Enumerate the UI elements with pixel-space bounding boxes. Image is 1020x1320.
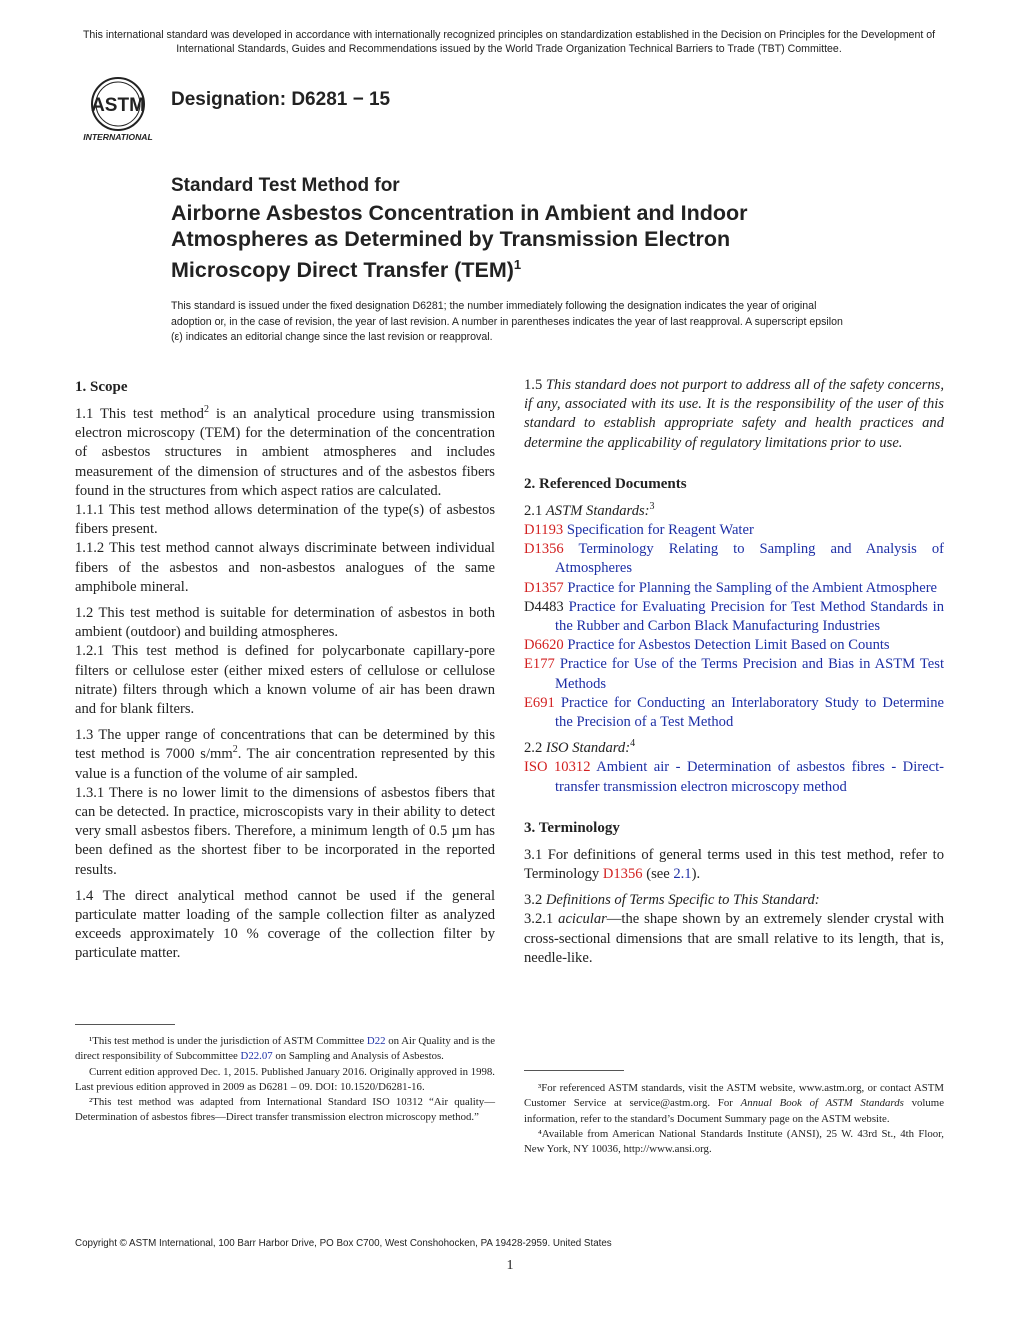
section-heading-terminology: 3. Terminology [524, 819, 620, 836]
ref-title-link[interactable]: Practice for Conducting an Interlaboratory Study to Determine the Precision of a Test Method [555, 694, 945, 731]
ref-title-link[interactable]: Specification for Reagent Water [566, 522, 754, 539]
astm-logo [75, 72, 161, 144]
paragraph-1-3-1: 1.3.1 There is no lower limit to the dimensions of asbestos fibers that can be detected. In practice, microscopists vary in their ability to detect very small asbestos fibers. Therefore, a minimum length of 0.5 µm has been defined as the shortest fiber to be incorporated in the reported results. [75, 784, 495, 878]
designation: Designation: D6281 − 15 [171, 89, 391, 110]
footnote-3: ³For referenced ASTM standards, visit the ASTM website, www.astm.org, or contact ASTM Customer Service at service@astm.org. For Annual Book of ASTM Standards volume information, refer to the standard’s Document Summary page on the ASTM website. [524, 1082, 944, 1125]
ref-title-link[interactable]: Practice for Use of the Terms Precision and Bias in ASTM Test Methods [555, 656, 945, 692]
d1356-link[interactable]: D1356 [602, 866, 643, 883]
ref-d1356[interactable] [524, 540, 944, 578]
paragraph-1-1: 1.1 This test method$^2$ is an analytical procedure using transmission electron microscopy (TEM) for the determination of the concentration of asbestos structures in ambient atmospheres and includes measurement of the dimension of structures and of the asbestos fibers found in the structures from which aspect ratios are calculated. [75, 404, 495, 499]
title-line-4: Microscopy Direct Transfer (TEM)$^1$ [171, 257, 522, 283]
ref-title-link[interactable]: Practice for Planning the Sampling of the Ambient Atmosphere [567, 579, 938, 596]
footnote-2: ²This test method was adapted from International Standard ISO 10312 “Air quality—Determination of asbestos fibres—Direct transfer transmission electron microscopy method.” [75, 1096, 495, 1124]
ref-code-link[interactable]: D1357 [524, 579, 564, 596]
ref-d6620[interactable] [524, 636, 944, 655]
page-number: 1 [506, 1258, 514, 1273]
logo-subtext: INTERNATIONAL [83, 132, 153, 142]
paragraph-1-2: 1.2 This test method is suitable for determination of asbestos in both ambient (outdoor) and building atmospheres. [75, 605, 495, 641]
paragraph-3-2-1: 3.2.1 acicular—the shape shown by an extremely slender crystal with cross-sectional dimensions that are small relative to its length, that is, needle-like. [524, 911, 944, 966]
paragraph-3-2: 3.2 Definitions of Terms Specific to This Standard: [524, 892, 820, 909]
right-column [524, 376, 944, 968]
ref-title-link[interactable]: Practice for Asbestos Detection Limit Based on Counts [567, 637, 890, 654]
section-heading-scope: 1. Scope [75, 379, 128, 395]
ref-code-link[interactable]: D1193 [524, 522, 564, 539]
ref-d1357[interactable] [524, 579, 944, 598]
paragraph-2-2: 2.2 ISO Standard:$^4$ [524, 738, 636, 757]
copyright-footer: Copyright © ASTM International, 100 Barr Harbor Drive, PO Box C700, West Conshohocken, PA 19428-2959. United States [75, 1238, 612, 1249]
ref-code-link[interactable]: ISO 10312 [524, 759, 591, 776]
title-footnote-mark: 1 [513, 257, 522, 272]
paragraph-1-2-1: 1.2.1 This test method is defined for polycarbonate capillary-pore filters or cellulose ester (either mixed esters of cellulose or cellulose nitrate) filters through which a known volume of air has been drawn and for blank filters. [75, 643, 495, 718]
footnote-1: ¹This test method is under the jurisdiction of ASTM Committee D22 on Air Quality and is the direct responsibility of Subcommittee D22.07 on Sampling and Analysis of Asbestos. [75, 1035, 496, 1063]
ref-e177[interactable] [524, 655, 944, 693]
ref-iso-10312[interactable] [524, 758, 944, 796]
paragraph-1-4: 1.4 The direct analytical method cannot be used if the general particulate matter loading of the sample collection filter as analyzed exceeds approximately 10 % coverage of the collection filter by particulate matter. [75, 887, 495, 962]
ref-d1193[interactable] [524, 521, 944, 540]
ref-code: D4483 [524, 598, 564, 615]
ref-title-link[interactable]: Terminology Relating to Sampling and Analysis of Atmospheres [555, 541, 945, 577]
ref-e691[interactable] [524, 694, 944, 732]
tbt-notice: This international standard was developed in accordance with internationally recognized principles on standardization established in the Decision on Principles for the Development of International Standards, Guides and Recommendations issued by the World Trade Organization Technical Barriers to Trade (TBT) Committee. [82, 29, 936, 55]
footnotes-left [75, 1034, 495, 1126]
footnote-1-edition: Current edition approved Dec. 1, 2015. Published January 2016. Originally approved in 1998. Last previous edition approved in 2009 as D6281 – 09. DOI: 10.1520/D6281-16. [75, 1065, 495, 1093]
paragraph-1-1-2: 1.1.2 This test method cannot always discriminate between individual fibers of the asbestos and non-asbestos analogues of the same amphibole mineral. [75, 540, 495, 595]
title-line-3: Atmospheres as Determined by Transmission Electron [171, 227, 731, 251]
document-title [171, 172, 871, 283]
paragraph-3-1: 3.1 For definitions of general terms used in this test method, refer to Terminology D1356 (see 2.1). [524, 846, 944, 883]
left-column [75, 376, 495, 964]
ref-d4483[interactable] [524, 598, 944, 636]
footnote-rule-left [75, 1024, 175, 1025]
logo-text: ASTM [91, 95, 145, 116]
d22-link[interactable]: D22 [366, 1035, 386, 1047]
ref-title-link[interactable]: Ambient air - Determination of asbestos fibres - Direct-transfer transmission electron microscopy method [555, 759, 945, 795]
paragraph-2-1: 2.1 ASTM Standards:$^3$ [524, 500, 655, 519]
footnotes-right [524, 1081, 944, 1157]
footnote-rule-right [524, 1070, 624, 1071]
section-2-1-link[interactable]: 2.1 [673, 866, 692, 883]
ref-code-link[interactable]: E177 [524, 656, 555, 673]
title-line-1: Standard Test Method for [171, 175, 400, 196]
issued-note: This standard is issued under the fixed designation D6281; the number immediately following the designation indicates the year of original adoption or, in the case of revision, the year of last revision. A number in parentheses indicates the year of last reapproval. A superscript epsilon (ε) indicates an editorial change since the last revision or reapproval. [171, 300, 843, 343]
title-line-2: Airborne Asbestos Concentration in Ambient and Indoor [171, 201, 748, 225]
paragraph-1-3: 1.3 The upper range of concentrations that can be determined by this test method is 7000 $s/mm^2$. The air concentration represented by this value is a function of the volume of air sampled. [75, 727, 495, 782]
ref-title-link[interactable]: Practice for Evaluating Precision for Test Method Standards in the Rubber and Carbon Black Manufacturing Industries [555, 598, 944, 635]
ref-code-link[interactable]: E691 [524, 694, 555, 711]
ref-code-link[interactable]: D6620 [524, 637, 564, 654]
paragraph-1-1-1: 1.1.1 This test method allows determination of the type(s) of asbestos fibers present. [75, 502, 495, 538]
d22-07-link[interactable]: D22.07 [240, 1050, 273, 1063]
section-heading-referenced-documents: 2. Referenced Documents [524, 475, 687, 492]
paragraph-1-5: 1.5 This standard does not purport to address all of the safety concerns, if any, associated with its use. It is the responsibility of the user of this standard to establish appropriate safety and health practices and determine the applicability of regulatory limitations prior to use. [524, 377, 945, 451]
footnote-4: ⁴Available from American National Standards Institute (ANSI), 25 W. 43rd St., 4th Floor, New York, NY 10036, http://www.ansi.org. [524, 1127, 944, 1156]
ref-code-link[interactable]: D1356 [524, 541, 564, 558]
